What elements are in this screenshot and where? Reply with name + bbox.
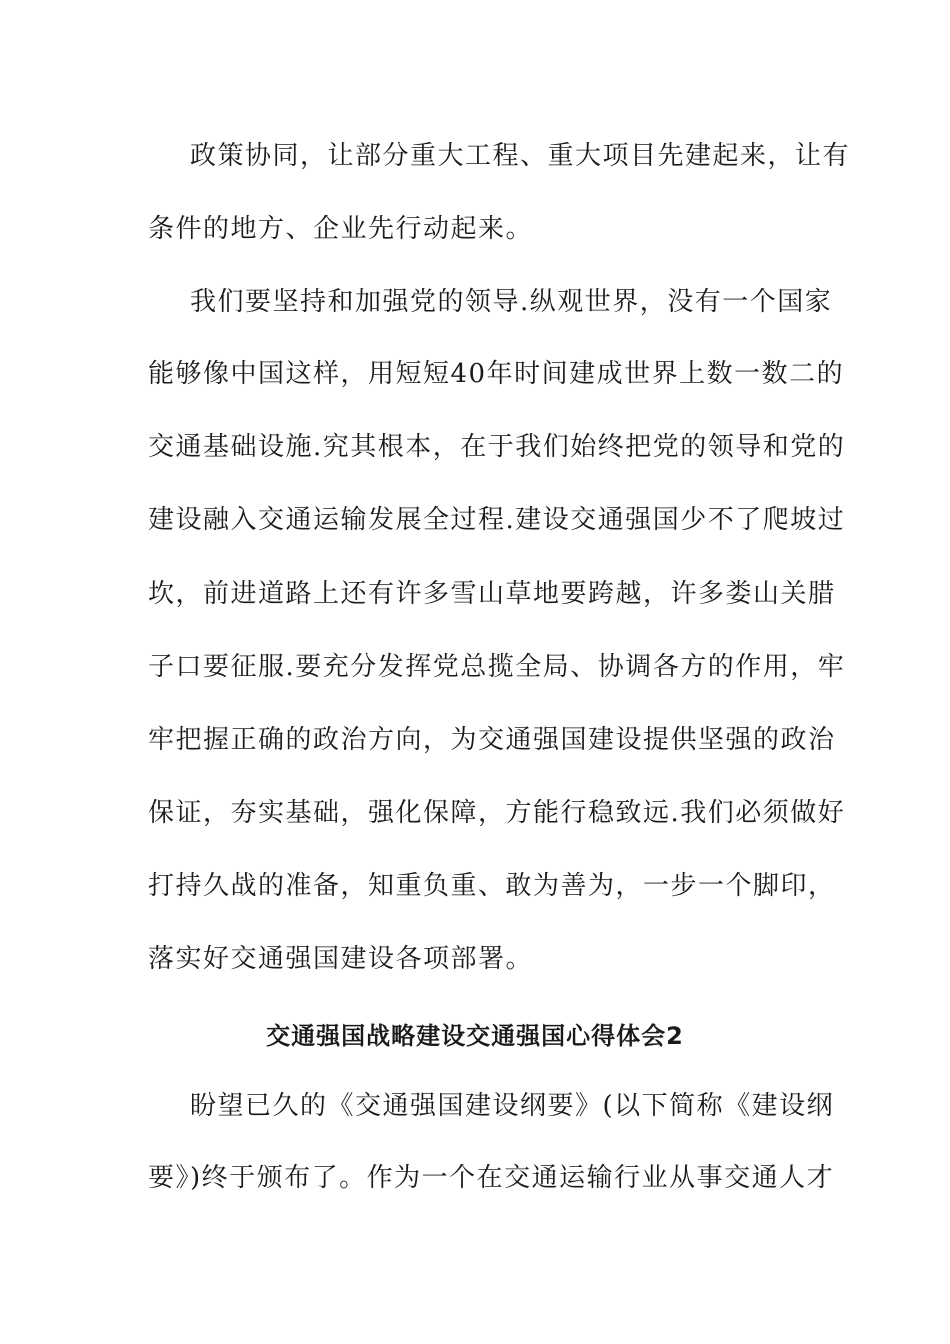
paragraph-line: 盼望已久的《交通强国建设纲要》(以下简称《建设纲 [190,1091,835,1121]
paragraph-line: 牢把握正确的政治方向，为交通强国建设提供坚强的政治 [148,725,836,755]
paragraph-line: 政策协同，让部分重大工程、重大项目先建起来，让有 [190,141,851,171]
paragraph-line: 条件的地方、企业先行动起来。 [148,214,534,244]
paragraph-line: 交通基础设施.究其根本，在于我们始终把党的领导和党的 [148,432,846,462]
paragraph-line: 坎，前进道路上还有许多雪山草地要跨越，许多娄山关腊 [148,579,836,609]
paragraph-line: 要》)终于颁布了。作为一个在交通运输行业从事交通人才 [148,1163,835,1193]
section-heading: 交通强国战略建设交通强国心得体会2 [266,1022,684,1050]
paragraph-line: 建设融入交通运输发展全过程.建设交通强国少不了爬坡过 [148,505,846,535]
paragraph-line: 子口要征服.要充分发挥党总揽全局、协调各方的作用，牢 [148,652,846,682]
paragraph-line: 落实好交通强国建设各项部署。 [148,944,534,974]
paragraph-line: 保证，夯实基础，强化保障，方能行稳致远.我们必须做好 [148,798,846,828]
paragraph-line: 我们要坚持和加强党的领导.纵观世界，没有一个国家 [190,287,833,317]
paragraph-line: 打持久战的准备，知重负重、敢为善为，一步一个脚印， [148,871,836,901]
paragraph-line: 能够像中国这样，用短短40年时间建成世界上数一数二的 [148,359,845,389]
